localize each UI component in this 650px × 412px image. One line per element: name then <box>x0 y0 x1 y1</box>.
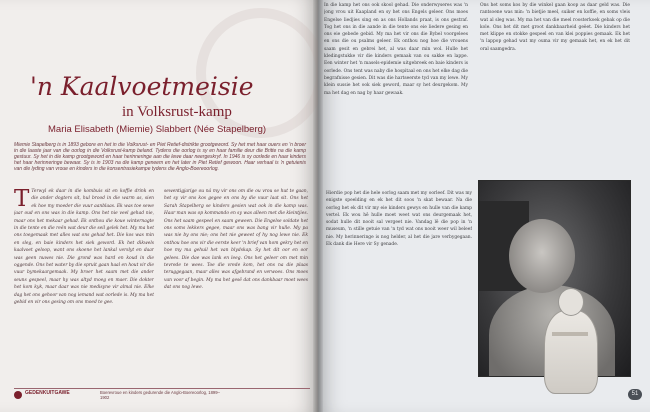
page-gutter <box>313 0 323 412</box>
article-title: 'n Kaalvoetmeisie <box>30 72 254 101</box>
article-subtitle: in Volksrust-kamp <box>122 104 232 120</box>
footer-subtitle: Boerevroue en kinders gedurende die Anglo-Boereoorlog, 1899–1902 <box>100 390 220 400</box>
author-byline: Maria Elisabeth (Miemie) Slabbert (Née Stapelberg) <box>48 124 267 135</box>
column-1-text: Terwyl ek daar in die kombuis sit en koffie drink en die ander dogters sit, hul brood in die warm as, sien ek hoe my moeder die vuur aanblaas. Ek was toe sewe jaar oud en ons was in die kamp. Ons het nie veel gehad nie, maar ons het mekaar gehad. Ek onthou die koue winternagte in die tente en die reën wat deur die seil gelek het. My ma het ons toegemaak met alles wat ons gehad het. Die kos was min en sleg, en baie kinders het siek geword. Ek het dikwels kaalvoet geloop, want ons skoene het lankal verslyt en daar was geen nuwes nie. Die grond was hard en koud in die oggende. Ons het water by die spruit gaan haal en hout vir die vuur bymekaargemaak. My broer het saam met die ander seuns gespeel, maar hy was altyd moeg en maer. Die dokter het kom kyk, maar daar was nie medisyne vir almal nie. Elke dag het ons gehoor van nog iemand wat oorlede is. My ma het gebid en vir ons gesing om ons moed te gee. <box>14 189 154 306</box>
doll-sash <box>552 332 588 336</box>
page-number: 51 <box>628 389 642 400</box>
doll-dress <box>544 310 598 394</box>
rag-doll-illustration <box>540 288 600 400</box>
right-column-3: Hierdie pop het die hele oorlog saam met my oorleef. Dit was my enigste speelding en ek het dit soos 'n skat bewaar. Na die oorlog het ek dit vir my eie kinders gewys en hulle van die kamp vertel. Ek wou hê hulle moet weet wat ons deurgemaak het, sodat hulle dit nooit sal vergeet nie. Vandag lê die pop in 'n museum, 'n stille getuie van 'n tyd wat ons nooit weer wil beleef nie. My herinneringe is nog helder, al het die jare verbygegaan. Ek dank die Here vir Sy genade. <box>326 191 472 248</box>
right-column-1: In die kamp het ons ook skool gehad. Die onderwyseres was 'n jong vrou uit Kaapland en sy het ons Engels geleer. Ons moes Engelse liedjies sing en as ons Hollands praat, is ons gestraf. Tog het ons in die aande in die tente ons eie liedere gesing en ons eie gebede gebid. My ma het vir ons die Bybel voorgelees en ons die ou psalms geleer. Ek onthou nog hoe die vrouens saam gesit en gebrei het, al was daar min wol. Hulle het kledingstukke vir die kinders gemaak van ou sakke en lappe. Een winter het 'n masels-epidemie uitgebreek en baie kinders is oorlede. Ons tent was naby die hospitaal en ons het elke dag die begrafnisse gesien. Dit was die hartseerste tyd van my lewe. My klein sussie het ook siek geword, maar sy het deurgekom. My ma het dag en nag by haar gewaak. <box>324 3 468 96</box>
photo-child-face <box>509 219 575 293</box>
left-page <box>0 0 318 412</box>
page-footer <box>14 388 310 403</box>
doll-head <box>558 288 584 316</box>
drop-cap: T <box>14 188 30 212</box>
body-column-2: sewentigjarige ou ná my vir ons om die ou vrou se hut te gaan, het sy vir ons kos gegee en ons by die vuur laat sit. Ons het Sarah Stapelberg se kinders gesien wat ook in die kamp was. Haar man was op kommando en sy was alleen met die kleintjies. Ons het saam gespeel en saam geween. Die Engelse soldate het ons soms lekkers gegee, maar ons was bang vir hulle. My pa was nie by ons nie; ons het nie geweet of hy nog lewe nie. Ek onthou hoe ons vir die eerste keer 'n brief van hom gekry het en hoe my ma gehuil het van blydskap. Sy het dit oor en oor gelees. Die dae was lank en leeg. Ons het geleer om met min tevrede te wees. Toe die vrede kom, het ons na die plaas teruggegaan, maar alles was afgebrand en verwoes. Ons moes van voor af begin. My ma het gesê dat ons dankbaar moet wees dat ons nog lewe. <box>164 189 308 291</box>
right-column-2: Ons het soms kos by die winkel gaan koop as daar geld was. Die rantsoene was min: 'n bietjie meel, suiker en koffie, en soms vleis wat al sleg was. My ma het van die meel roosterkoek gebak op die kole. Ons het dit met groot dankbaarheid geëet. Die kinders het met klippe en stokke gespeel en van klei poppies gemaak. Ek het 'n lappop gehad wat my ouma vir my gemaak het, en ek het dit oral saamgedra. <box>480 3 630 52</box>
footer-label: GEDENKUITGAWE <box>25 390 70 396</box>
intro-paragraph: Miemie Stapelberg is in 1893 gebore en het in die Volksrust- en Piet Retief-distrikte grootgeword. Sy het met haar ouers en 'n broer in die laaste jaar van die oorlog in die Volksrust-kamp beland. Tydens die oorlog is sy en haar familie deur die Britte na die kamp gestuur. Sy het in die kamp grootgeword en haar herinneringe aan die lewe daar neergeskryf. In 1946 is sy oorlede en haar kinders het haar herinneringe bewaar. Sy is in 1903 na die kamp geneem en het later in Piet Retief gewoon. Haar verhaal is 'n getuienis van die lyding van vroue en kinders in die konsentrasiekampe tydens die Anglo-Boereoorlog. <box>14 142 306 173</box>
body-column-1 <box>14 188 154 384</box>
footer-emblem-icon <box>14 391 22 399</box>
